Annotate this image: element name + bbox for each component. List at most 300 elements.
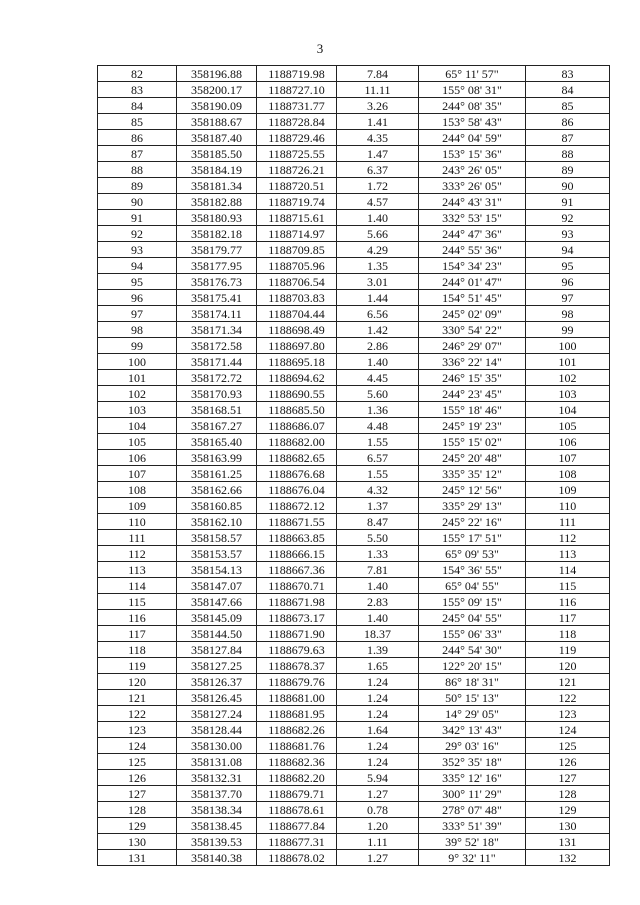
x-coordinate-cell: 358200.17	[177, 82, 257, 98]
next-point-cell: 113	[526, 546, 610, 562]
distance-cell: 3.01	[337, 274, 419, 290]
bearing-cell: 300° 11' 29"	[419, 786, 526, 802]
x-coordinate-cell: 358176.73	[177, 274, 257, 290]
x-coordinate-cell: 358147.07	[177, 578, 257, 594]
bearing-cell: 244° 55' 36"	[419, 242, 526, 258]
point-number-cell: 100	[98, 354, 177, 370]
next-point-cell: 107	[526, 450, 610, 466]
next-point-cell: 117	[526, 610, 610, 626]
next-point-cell: 114	[526, 562, 610, 578]
table-row	[98, 450, 610, 466]
y-coordinate-cell: 1188725.55	[257, 146, 337, 162]
x-coordinate-cell: 358171.34	[177, 322, 257, 338]
coordinates-table-body	[98, 66, 610, 866]
y-coordinate-cell: 1188682.20	[257, 770, 337, 786]
bearing-cell: 245° 19' 23"	[419, 418, 526, 434]
next-point-cell: 94	[526, 242, 610, 258]
distance-cell: 6.37	[337, 162, 419, 178]
next-point-cell: 124	[526, 722, 610, 738]
point-number-cell: 87	[98, 146, 177, 162]
y-coordinate-cell: 1188714.97	[257, 226, 337, 242]
distance-cell: 5.50	[337, 530, 419, 546]
table-row	[98, 242, 610, 258]
table-row	[98, 786, 610, 802]
x-coordinate-cell: 358127.25	[177, 658, 257, 674]
x-coordinate-cell: 358153.57	[177, 546, 257, 562]
next-point-cell: 98	[526, 306, 610, 322]
table-row	[98, 274, 610, 290]
point-number-cell: 110	[98, 514, 177, 530]
next-point-cell: 110	[526, 498, 610, 514]
next-point-cell: 103	[526, 386, 610, 402]
page-number: 3	[316, 41, 324, 56]
table-row	[98, 706, 610, 722]
bearing-cell: 244° 54' 30"	[419, 642, 526, 658]
x-coordinate-cell: 358158.57	[177, 530, 257, 546]
distance-cell: 1.24	[337, 690, 419, 706]
y-coordinate-cell: 1188671.55	[257, 514, 337, 530]
distance-cell: 0.78	[337, 802, 419, 818]
distance-cell: 7.84	[337, 66, 419, 82]
table-row	[98, 66, 610, 82]
x-coordinate-cell: 358168.51	[177, 402, 257, 418]
next-point-cell: 119	[526, 642, 610, 658]
y-coordinate-cell: 1188709.85	[257, 242, 337, 258]
y-coordinate-cell: 1188695.18	[257, 354, 337, 370]
x-coordinate-cell: 358185.50	[177, 146, 257, 162]
point-number-cell: 99	[98, 338, 177, 354]
next-point-cell: 108	[526, 466, 610, 482]
bearing-cell: 333° 51' 39"	[419, 818, 526, 834]
point-number-cell: 124	[98, 738, 177, 754]
bearing-cell: 245° 02' 09"	[419, 306, 526, 322]
y-coordinate-cell: 1188703.83	[257, 290, 337, 306]
point-number-cell: 92	[98, 226, 177, 242]
bearing-cell: 245° 22' 16"	[419, 514, 526, 530]
x-coordinate-cell: 358127.24	[177, 706, 257, 722]
table-row	[98, 498, 610, 514]
point-number-cell: 130	[98, 834, 177, 850]
point-number-cell: 120	[98, 674, 177, 690]
x-coordinate-cell: 358130.00	[177, 738, 257, 754]
next-point-cell: 121	[526, 674, 610, 690]
bearing-cell: 153° 58' 43"	[419, 114, 526, 130]
table-row	[98, 690, 610, 706]
x-coordinate-cell: 358162.66	[177, 482, 257, 498]
y-coordinate-cell: 1188694.62	[257, 370, 337, 386]
x-coordinate-cell: 358174.11	[177, 306, 257, 322]
point-number-cell: 95	[98, 274, 177, 290]
point-number-cell: 112	[98, 546, 177, 562]
y-coordinate-cell: 1188676.04	[257, 482, 337, 498]
distance-cell: 1.55	[337, 434, 419, 450]
distance-cell: 1.37	[337, 498, 419, 514]
point-number-cell: 108	[98, 482, 177, 498]
point-number-cell: 83	[98, 82, 177, 98]
y-coordinate-cell: 1188681.95	[257, 706, 337, 722]
bearing-cell: 333° 26' 05"	[419, 178, 526, 194]
next-point-cell: 111	[526, 514, 610, 530]
distance-cell: 4.29	[337, 242, 419, 258]
point-number-cell: 88	[98, 162, 177, 178]
table-row	[98, 98, 610, 114]
y-coordinate-cell: 1188663.85	[257, 530, 337, 546]
point-number-cell: 106	[98, 450, 177, 466]
y-coordinate-cell: 1188679.63	[257, 642, 337, 658]
table-row	[98, 226, 610, 242]
bearing-cell: 154° 51' 45"	[419, 290, 526, 306]
x-coordinate-cell: 358139.53	[177, 834, 257, 850]
table-row	[98, 402, 610, 418]
bearing-cell: 244° 43' 31"	[419, 194, 526, 210]
table-row	[98, 514, 610, 530]
bearing-cell: 155° 06' 33"	[419, 626, 526, 642]
bearing-cell: 14° 29' 05"	[419, 706, 526, 722]
y-coordinate-cell: 1188719.98	[257, 66, 337, 82]
table-row	[98, 434, 610, 450]
bearing-cell: 245° 04' 55"	[419, 610, 526, 626]
distance-cell: 1.11	[337, 834, 419, 850]
table-row	[98, 370, 610, 386]
y-coordinate-cell: 1188697.80	[257, 338, 337, 354]
table-row	[98, 194, 610, 210]
table-row	[98, 626, 610, 642]
y-coordinate-cell: 1188705.96	[257, 258, 337, 274]
x-coordinate-cell: 358128.44	[177, 722, 257, 738]
table-row	[98, 322, 610, 338]
table-row	[98, 562, 610, 578]
x-coordinate-cell: 358180.93	[177, 210, 257, 226]
table-row	[98, 642, 610, 658]
distance-cell: 5.66	[337, 226, 419, 242]
distance-cell: 1.40	[337, 210, 419, 226]
y-coordinate-cell: 1188682.65	[257, 450, 337, 466]
point-number-cell: 131	[98, 850, 177, 866]
table-row	[98, 834, 610, 850]
distance-cell: 4.57	[337, 194, 419, 210]
table-row	[98, 130, 610, 146]
bearing-cell: 352° 35' 18"	[419, 754, 526, 770]
next-point-cell: 87	[526, 130, 610, 146]
next-point-cell: 101	[526, 354, 610, 370]
point-number-cell: 82	[98, 66, 177, 82]
next-point-cell: 104	[526, 402, 610, 418]
distance-cell: 1.55	[337, 466, 419, 482]
x-coordinate-cell: 358182.88	[177, 194, 257, 210]
next-point-cell: 100	[526, 338, 610, 354]
distance-cell: 1.24	[337, 754, 419, 770]
x-coordinate-cell: 358138.34	[177, 802, 257, 818]
next-point-cell: 132	[526, 850, 610, 866]
bearing-cell: 244° 23' 45"	[419, 386, 526, 402]
distance-cell: 1.47	[337, 146, 419, 162]
x-coordinate-cell: 358190.09	[177, 98, 257, 114]
point-number-cell: 93	[98, 242, 177, 258]
bearing-cell: 336° 22' 14"	[419, 354, 526, 370]
x-coordinate-cell: 358170.93	[177, 386, 257, 402]
next-point-cell: 131	[526, 834, 610, 850]
x-coordinate-cell: 358179.77	[177, 242, 257, 258]
distance-cell: 3.26	[337, 98, 419, 114]
y-coordinate-cell: 1188678.02	[257, 850, 337, 866]
distance-cell: 1.65	[337, 658, 419, 674]
distance-cell: 1.41	[337, 114, 419, 130]
distance-cell: 5.60	[337, 386, 419, 402]
table-row	[98, 306, 610, 322]
x-coordinate-cell: 358188.67	[177, 114, 257, 130]
table-row	[98, 610, 610, 626]
table-row	[98, 770, 610, 786]
bearing-cell: 335° 35' 12"	[419, 466, 526, 482]
y-coordinate-cell: 1188671.90	[257, 626, 337, 642]
point-number-cell: 119	[98, 658, 177, 674]
bearing-cell: 153° 15' 36"	[419, 146, 526, 162]
bearing-cell: 245° 12' 56"	[419, 482, 526, 498]
table-row	[98, 162, 610, 178]
bearing-cell: 154° 36' 55"	[419, 562, 526, 578]
distance-cell: 5.94	[337, 770, 419, 786]
bearing-cell: 342° 13' 43"	[419, 722, 526, 738]
distance-cell: 1.39	[337, 642, 419, 658]
point-number-cell: 101	[98, 370, 177, 386]
table-row	[98, 546, 610, 562]
table-row	[98, 674, 610, 690]
table-row	[98, 658, 610, 674]
point-number-cell: 116	[98, 610, 177, 626]
next-point-cell: 97	[526, 290, 610, 306]
bearing-cell: 155° 17' 51"	[419, 530, 526, 546]
distance-cell: 1.24	[337, 706, 419, 722]
distance-cell: 1.40	[337, 610, 419, 626]
table-row	[98, 146, 610, 162]
distance-cell: 1.44	[337, 290, 419, 306]
distance-cell: 18.37	[337, 626, 419, 642]
table-row	[98, 418, 610, 434]
point-number-cell: 117	[98, 626, 177, 642]
distance-cell: 1.24	[337, 674, 419, 690]
x-coordinate-cell: 358172.72	[177, 370, 257, 386]
point-number-cell: 104	[98, 418, 177, 434]
point-number-cell: 127	[98, 786, 177, 802]
next-point-cell: 88	[526, 146, 610, 162]
x-coordinate-cell: 358140.38	[177, 850, 257, 866]
distance-cell: 1.40	[337, 354, 419, 370]
bearing-cell: 65° 09' 53"	[419, 546, 526, 562]
x-coordinate-cell: 358147.66	[177, 594, 257, 610]
point-number-cell: 115	[98, 594, 177, 610]
y-coordinate-cell: 1188681.76	[257, 738, 337, 754]
next-point-cell: 128	[526, 786, 610, 802]
y-coordinate-cell: 1188720.51	[257, 178, 337, 194]
distance-cell: 1.35	[337, 258, 419, 274]
y-coordinate-cell: 1188686.07	[257, 418, 337, 434]
x-coordinate-cell: 358171.44	[177, 354, 257, 370]
distance-cell: 4.48	[337, 418, 419, 434]
bearing-cell: 39° 52' 18"	[419, 834, 526, 850]
y-coordinate-cell: 1188677.31	[257, 834, 337, 850]
table-row	[98, 818, 610, 834]
x-coordinate-cell: 358181.34	[177, 178, 257, 194]
y-coordinate-cell: 1188676.68	[257, 466, 337, 482]
x-coordinate-cell: 358184.19	[177, 162, 257, 178]
next-point-cell: 102	[526, 370, 610, 386]
y-coordinate-cell: 1188729.46	[257, 130, 337, 146]
next-point-cell: 89	[526, 162, 610, 178]
table-row	[98, 338, 610, 354]
x-coordinate-cell: 358177.95	[177, 258, 257, 274]
bearing-cell: 246° 15' 35"	[419, 370, 526, 386]
distance-cell: 8.47	[337, 514, 419, 530]
distance-cell: 1.36	[337, 402, 419, 418]
point-number-cell: 122	[98, 706, 177, 722]
distance-cell: 6.56	[337, 306, 419, 322]
point-number-cell: 89	[98, 178, 177, 194]
next-point-cell: 93	[526, 226, 610, 242]
table-row	[98, 466, 610, 482]
x-coordinate-cell: 358127.84	[177, 642, 257, 658]
point-number-cell: 114	[98, 578, 177, 594]
point-number-cell: 111	[98, 530, 177, 546]
bearing-cell: 246° 29' 07"	[419, 338, 526, 354]
next-point-cell: 95	[526, 258, 610, 274]
next-point-cell: 120	[526, 658, 610, 674]
next-point-cell: 115	[526, 578, 610, 594]
bearing-cell: 278° 07' 48"	[419, 802, 526, 818]
next-point-cell: 85	[526, 98, 610, 114]
y-coordinate-cell: 1188685.50	[257, 402, 337, 418]
x-coordinate-cell: 358145.09	[177, 610, 257, 626]
y-coordinate-cell: 1188698.49	[257, 322, 337, 338]
distance-cell: 1.24	[337, 738, 419, 754]
point-number-cell: 123	[98, 722, 177, 738]
bearing-cell: 65° 04' 55"	[419, 578, 526, 594]
next-point-cell: 112	[526, 530, 610, 546]
table-row	[98, 802, 610, 818]
bearing-cell: 244° 04' 59"	[419, 130, 526, 146]
next-point-cell: 92	[526, 210, 610, 226]
table-row	[98, 258, 610, 274]
x-coordinate-cell: 358144.50	[177, 626, 257, 642]
point-number-cell: 98	[98, 322, 177, 338]
x-coordinate-cell: 358137.70	[177, 786, 257, 802]
next-point-cell: 116	[526, 594, 610, 610]
x-coordinate-cell: 358154.13	[177, 562, 257, 578]
point-number-cell: 121	[98, 690, 177, 706]
y-coordinate-cell: 1188679.76	[257, 674, 337, 690]
x-coordinate-cell: 358165.40	[177, 434, 257, 450]
distance-cell: 1.40	[337, 578, 419, 594]
bearing-cell: 244° 08' 35"	[419, 98, 526, 114]
bearing-cell: 335° 29' 13"	[419, 498, 526, 514]
x-coordinate-cell: 358163.99	[177, 450, 257, 466]
next-point-cell: 90	[526, 178, 610, 194]
point-number-cell: 91	[98, 210, 177, 226]
x-coordinate-cell: 358160.85	[177, 498, 257, 514]
point-number-cell: 85	[98, 114, 177, 130]
x-coordinate-cell: 358162.10	[177, 514, 257, 530]
bearing-cell: 335° 12' 16"	[419, 770, 526, 786]
x-coordinate-cell: 358196.88	[177, 66, 257, 82]
x-coordinate-cell: 358132.31	[177, 770, 257, 786]
y-coordinate-cell: 1188682.26	[257, 722, 337, 738]
y-coordinate-cell: 1188704.44	[257, 306, 337, 322]
point-number-cell: 113	[98, 562, 177, 578]
bearing-cell: 330° 54' 22"	[419, 322, 526, 338]
table-row	[98, 354, 610, 370]
y-coordinate-cell: 1188678.37	[257, 658, 337, 674]
point-number-cell: 102	[98, 386, 177, 402]
point-number-cell: 107	[98, 466, 177, 482]
y-coordinate-cell: 1188727.10	[257, 82, 337, 98]
y-coordinate-cell: 1188682.00	[257, 434, 337, 450]
distance-cell: 11.11	[337, 82, 419, 98]
point-number-cell: 118	[98, 642, 177, 658]
table-row	[98, 386, 610, 402]
table-row	[98, 210, 610, 226]
next-point-cell: 129	[526, 802, 610, 818]
x-coordinate-cell: 358126.37	[177, 674, 257, 690]
bearing-cell: 50° 15' 13"	[419, 690, 526, 706]
distance-cell: 1.64	[337, 722, 419, 738]
bearing-cell: 29° 03' 16"	[419, 738, 526, 754]
bearing-cell: 65° 11' 57"	[419, 66, 526, 82]
table-row	[98, 722, 610, 738]
y-coordinate-cell: 1188726.21	[257, 162, 337, 178]
x-coordinate-cell: 358131.08	[177, 754, 257, 770]
y-coordinate-cell: 1188706.54	[257, 274, 337, 290]
point-number-cell: 129	[98, 818, 177, 834]
y-coordinate-cell: 1188671.98	[257, 594, 337, 610]
next-point-cell: 123	[526, 706, 610, 722]
y-coordinate-cell: 1188731.77	[257, 98, 337, 114]
y-coordinate-cell: 1188678.61	[257, 802, 337, 818]
y-coordinate-cell: 1188679.71	[257, 786, 337, 802]
next-point-cell: 127	[526, 770, 610, 786]
y-coordinate-cell: 1188673.17	[257, 610, 337, 626]
next-point-cell: 99	[526, 322, 610, 338]
bearing-cell: 155° 08' 31"	[419, 82, 526, 98]
next-point-cell: 96	[526, 274, 610, 290]
next-point-cell: 91	[526, 194, 610, 210]
table-row	[98, 578, 610, 594]
next-point-cell: 84	[526, 82, 610, 98]
x-coordinate-cell: 358172.58	[177, 338, 257, 354]
next-point-cell: 118	[526, 626, 610, 642]
bearing-cell: 9° 32' 11"	[419, 850, 526, 866]
x-coordinate-cell: 358175.41	[177, 290, 257, 306]
x-coordinate-cell: 358126.45	[177, 690, 257, 706]
distance-cell: 2.83	[337, 594, 419, 610]
point-number-cell: 96	[98, 290, 177, 306]
distance-cell: 1.72	[337, 178, 419, 194]
distance-cell: 1.33	[337, 546, 419, 562]
point-number-cell: 94	[98, 258, 177, 274]
y-coordinate-cell: 1188690.55	[257, 386, 337, 402]
point-number-cell: 84	[98, 98, 177, 114]
table-row	[98, 482, 610, 498]
table-row	[98, 850, 610, 866]
x-coordinate-cell: 358138.45	[177, 818, 257, 834]
y-coordinate-cell: 1188728.84	[257, 114, 337, 130]
bearing-cell: 122° 20' 15"	[419, 658, 526, 674]
x-coordinate-cell: 358167.27	[177, 418, 257, 434]
distance-cell: 4.45	[337, 370, 419, 386]
bearing-cell: 155° 15' 02"	[419, 434, 526, 450]
y-coordinate-cell: 1188719.74	[257, 194, 337, 210]
bearing-cell: 86° 18' 31"	[419, 674, 526, 690]
next-point-cell: 130	[526, 818, 610, 834]
next-point-cell: 126	[526, 754, 610, 770]
